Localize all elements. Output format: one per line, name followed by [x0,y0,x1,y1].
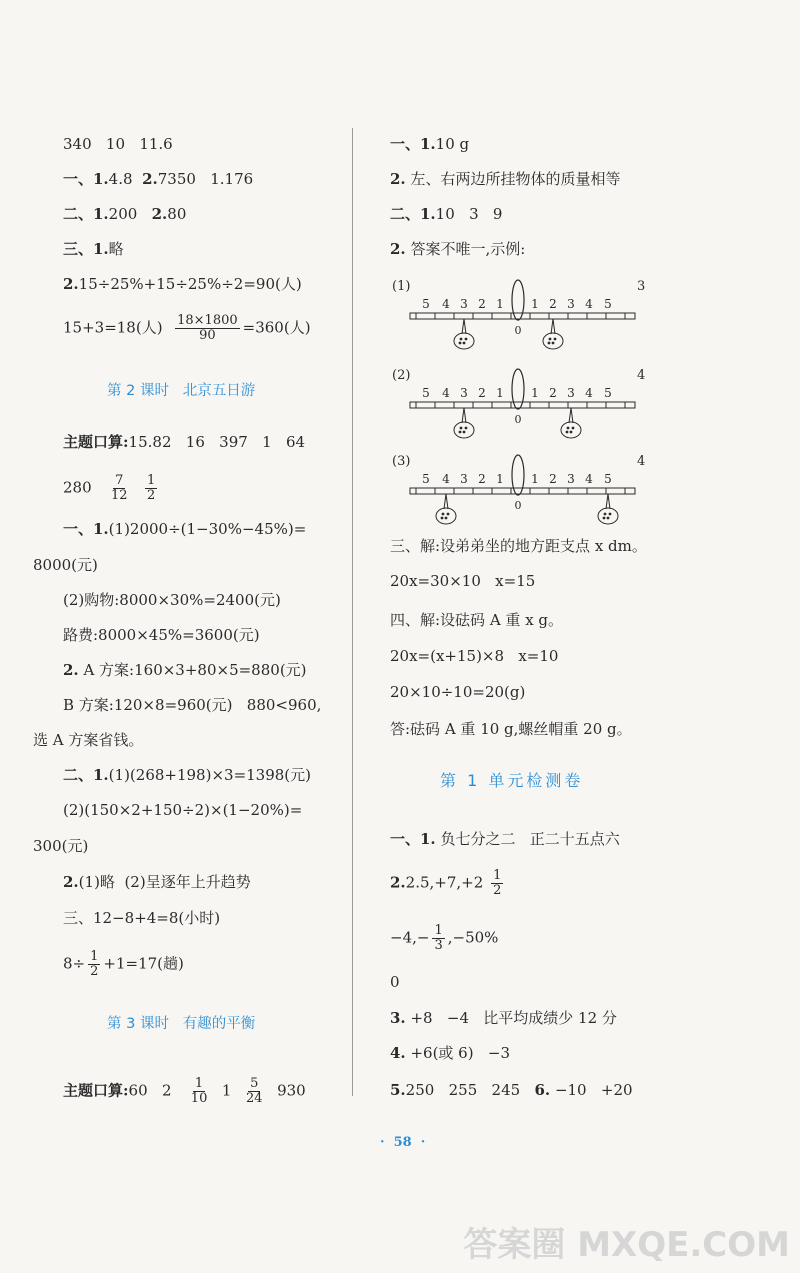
fraction: $\frac{1}{10}$ [190,1076,208,1106]
tick-label: 1 [531,386,539,400]
tick-label: 4 [442,297,450,311]
tick-label: 2 [549,472,557,486]
diagram-label: (1) [392,279,411,294]
hang-string [462,319,464,334]
hang-string [462,408,464,423]
pivot-zero-label: 0 [514,324,522,337]
answer-line: 二、1.(1)(268+198)×3=1398(元) [63,766,312,784]
answer-line: 三、1.略 [63,240,124,258]
weight-dot [442,513,445,516]
answer-line: 一、1.10 g [390,135,470,153]
hang-string [571,408,573,423]
answer-line: 一、1.(1)2000÷(1−30%−45%)= [63,520,307,538]
watermark-logo: 答案圈 MXQE.COM [463,1225,790,1265]
answer-line: B 方案:120×8=960(元) 880<960, [63,696,322,714]
section-heading: 第 1 单元检测卷 [440,771,584,790]
answer-line: 2. 左、右两边所挂物体的质量相等 [390,170,621,188]
pivot-support [512,280,524,320]
tick-label: 1 [531,472,539,486]
tick-label: 5 [422,297,430,311]
pivot-zero-label: 0 [514,413,522,426]
weight-dot [549,338,552,341]
tick-label: 4 [585,472,593,486]
tick-label: 5 [604,297,612,311]
weight-dot [459,431,462,434]
weight-dot [572,427,575,430]
fraction: $\frac{5}{24}$ [245,1076,263,1106]
weight-dot [603,517,606,520]
weight-dot [604,513,607,516]
hang-string [464,408,466,423]
answer-line: 三、解:设弟弟坐的地方距支点 x dm。 [390,537,647,555]
lever-diagram-3 [408,453,640,543]
fraction: $\frac{1}{3}$ [434,923,443,953]
weight-dot [463,431,466,434]
answer-line: 3. +8 −4 比平均成绩少 12 分 [390,1009,617,1027]
answer-line: 一、1.4.8 2.7350 1.176 [63,170,254,188]
answer-line: 340 10 11.6 [63,135,173,153]
answer-line: 三、12−8+4=8(小时) [63,909,221,927]
tick-label: 2 [478,472,486,486]
hanging-weight [561,422,581,438]
fraction: $\frac{1}{2}$ [493,868,502,898]
pivot-support [512,455,524,495]
answer-line: 300(元) [33,837,89,855]
tick-label: 1 [531,297,539,311]
hang-string [444,494,446,509]
weight-dot [566,431,569,434]
answer-line: 8000(元) [33,556,98,574]
tick-label: 3 [567,297,575,311]
answer-line: 二、1.200 2.80 [63,205,187,223]
weight-dot [447,513,450,516]
answer-line: 2.15÷25%+15÷25%÷2=90(人) [63,275,302,293]
fraction: $\frac{1}{2}$ [90,949,99,979]
tick-label: 2 [478,297,486,311]
answer-line: 4. +6(或 6) −3 [390,1044,510,1062]
lever-diagram-2 [408,367,640,457]
tick-label: 1 [496,472,504,486]
weight-dot [460,338,463,341]
tick-label: 5 [604,386,612,400]
pivot-support [512,369,524,409]
hang-string [551,319,553,334]
weight-dot [441,517,444,520]
section-heading: 第 2 课时 北京五日游 [107,383,256,399]
weight-dot [465,427,468,430]
hang-string [446,494,448,509]
hang-string [553,319,555,334]
fraction: $\frac{7}{12}$ [110,473,128,503]
answer-line: 二、1.10 3 9 [390,205,503,223]
answer-line: 15+3=18(人) $\frac{18\times 1800}{90}$ =360(人) [63,313,311,343]
hanging-weight [436,508,456,524]
fraction: $\frac{18\times 1800}{90}$ [177,313,238,343]
weight-dot [552,342,555,345]
hang-string [569,408,571,423]
tick-label: 4 [585,297,593,311]
hanging-weight [543,333,563,349]
answer-line: (2)(150×2+150÷2)×(1−20%)= [63,801,303,819]
weight-dot [463,342,466,345]
tick-label: 5 [604,472,612,486]
tick-label: 3 [567,386,575,400]
answer-line: 2.2.5,+7,+2 $\frac{1}{2}$ [390,868,502,898]
answer-line: 选 A 方案省钱。 [33,731,144,749]
tick-label: 2 [549,297,557,311]
hanging-weight [598,508,618,524]
tick-label: 3 [460,297,468,311]
answer-line: 2. A 方案:160×3+80×5=880(元) [63,661,307,679]
weight-dot [554,338,557,341]
fraction: $\frac{1}{2}$ [147,473,156,503]
diagram-side-number: 3 [637,279,646,294]
weight-dot [567,427,570,430]
weight-dot [460,427,463,430]
section-heading: 第 3 课时 有趣的平衡 [107,1016,256,1032]
column-divider [352,128,353,1096]
answer-line: 8÷ $\frac{1}{2}$ +1=17(趟) [63,949,184,979]
pivot-zero-label: 0 [514,499,522,512]
hanging-weight [454,333,474,349]
answer-line: 路费:8000×45%=3600(元) [63,626,260,644]
answer-line: 0 [390,973,400,991]
answer-line: 2. 答案不唯一,示例: [390,240,526,258]
lever-diagram-1 [408,278,640,368]
answer-line: 一、1. 负七分之二 正二十五点六 [390,830,620,848]
hang-string [464,319,466,334]
tick-label: 3 [567,472,575,486]
tick-label: 5 [422,386,430,400]
tick-label: 2 [478,386,486,400]
answer-line: 20×10÷10=20(g) [390,683,526,701]
tick-label: 5 [422,472,430,486]
answer-line: 20x=30×10 x=15 [390,572,536,590]
tick-label: 4 [442,472,450,486]
tick-label: 3 [460,472,468,486]
answer-line: −4,− $\frac{1}{3}$ ,−50% [390,923,499,953]
weight-dot [465,338,468,341]
tick-label: 1 [496,297,504,311]
tick-label: 4 [442,386,450,400]
answer-line: (2)购物:8000×30%=2400(元) [63,591,281,609]
weight-dot [609,513,612,516]
answer-line: 5.250 255 245 6. −10 +20 [390,1081,633,1099]
weight-dot [607,517,610,520]
weight-dot [548,342,551,345]
diagram-side-number: 4 [637,368,646,383]
answer-line: 答:砝码 A 重 10 g,螺丝帽重 20 g。 [390,720,632,738]
weight-dot [459,342,462,345]
answer-line: 280 $\frac{7}{12}$ $\frac{1}{2}$ [63,473,156,503]
diagram-label: (2) [392,368,411,383]
diagram-side-number: 4 [637,454,646,469]
tick-label: 1 [496,386,504,400]
hang-string [608,494,610,509]
answer-line: 20x=(x+15)×8 x=10 [390,647,559,665]
hang-string [606,494,608,509]
page-number: · 58 · [380,1135,426,1150]
tick-label: 4 [585,386,593,400]
weight-dot [445,517,448,520]
weight-dot [570,431,573,434]
answer-line: 四、解:设砝码 A 重 x g。 [390,611,564,629]
answer-line: 主题口算:60 2 $\frac{1}{10}$ 1 $\frac{5}{24}$ 930 [63,1076,306,1106]
tick-label: 3 [460,386,468,400]
answer-line: 2.(1)略 (2)呈逐年上升趋势 [63,873,251,891]
diagram-label: (3) [392,454,411,469]
answer-line: 主题口算:15.82 16 397 1 64 [63,433,306,451]
tick-label: 2 [549,386,557,400]
hanging-weight [454,422,474,438]
